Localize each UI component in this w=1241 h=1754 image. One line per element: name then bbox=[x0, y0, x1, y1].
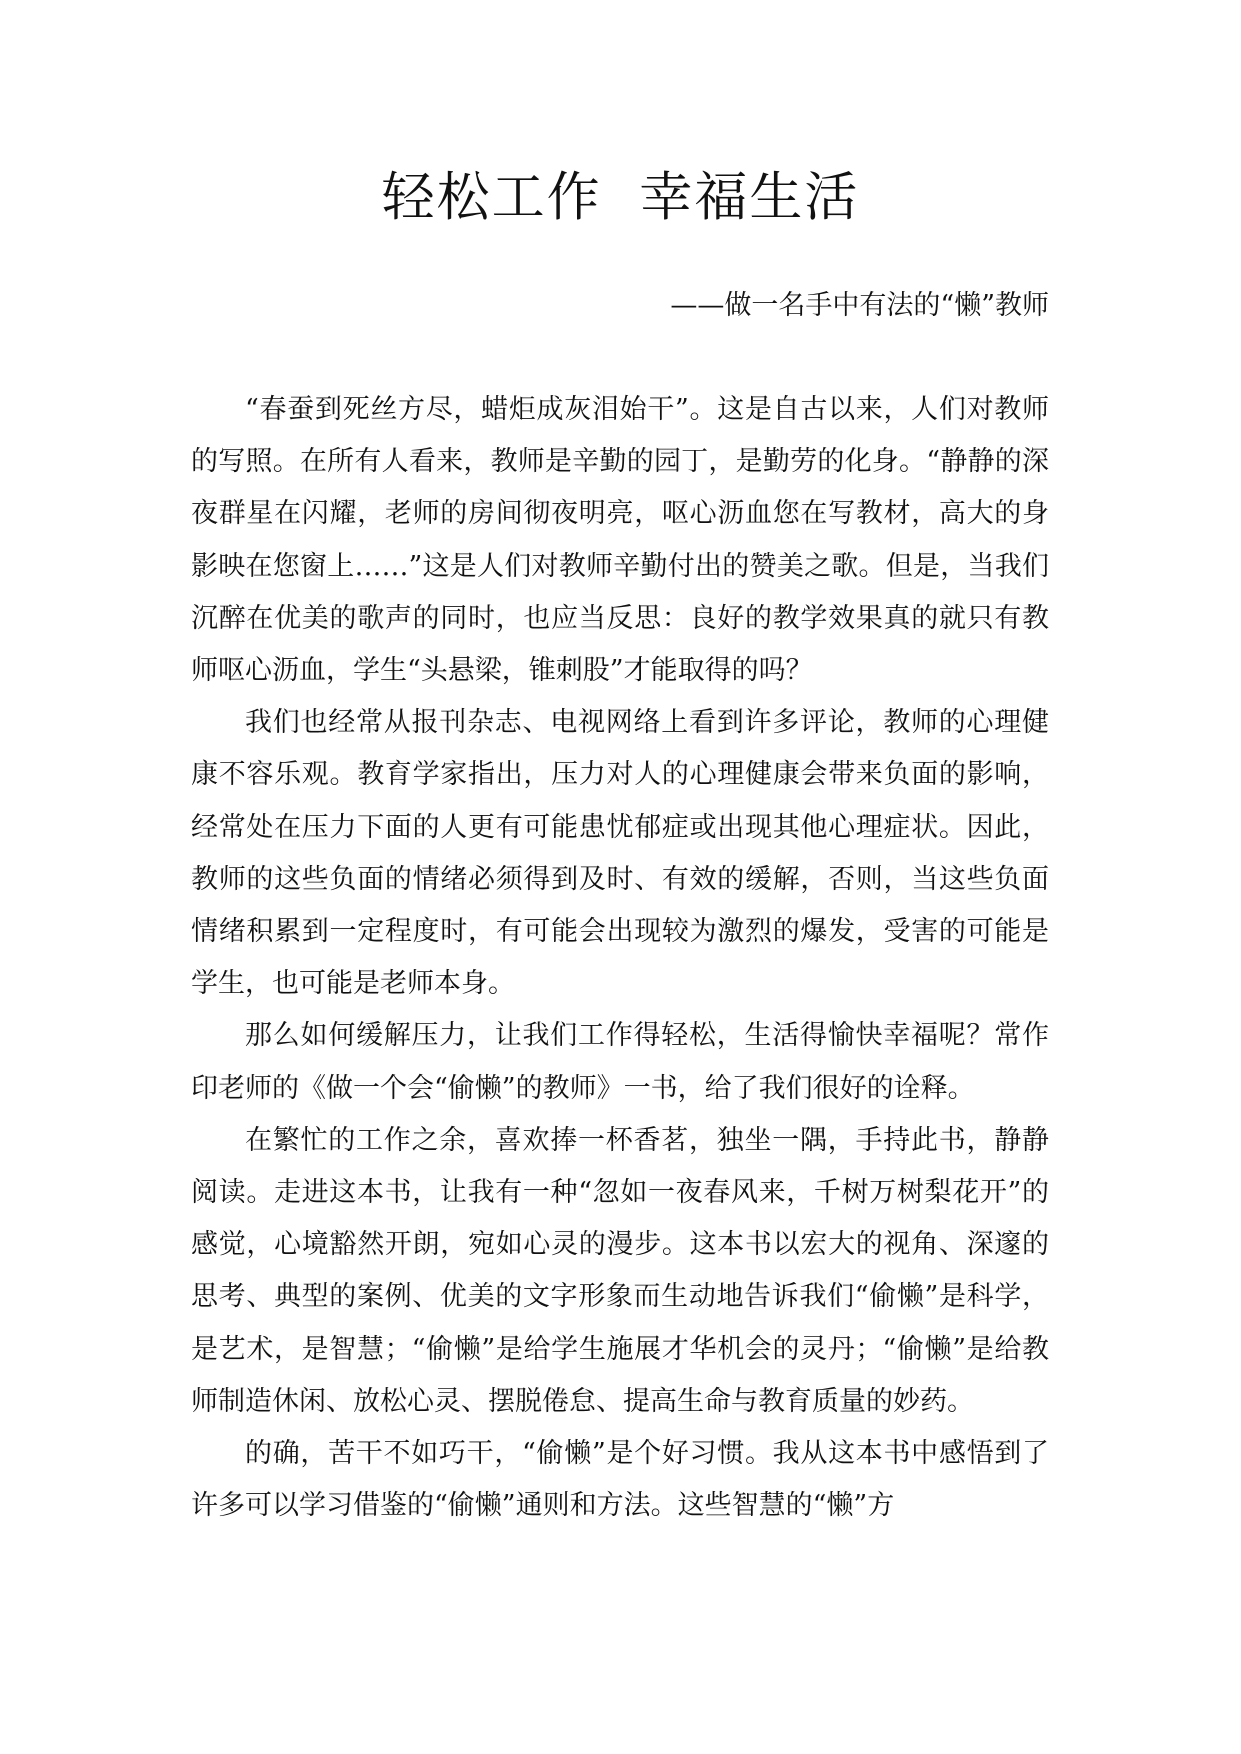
paragraph: “春蚕到死丝方尽，蜡炬成灰泪始干”。这是自古以来，人们对教师的写照。在所有人看来，教师是辛勤的园丁，是勤劳的化身。“静静的深夜群星在闪耀，老师的房间彻夜明亮，呕心沥血您在写教材，高大的身影映在您窗上……”这是人们对教师辛勤付出的赞美之歌。但是，当我们沉醉在优美的歌声的同时，也应当反思：良好的教学效果真的就只有教师呕心沥血，学生“头悬梁，锥刺股”才能取得的吗？ bbox=[191, 394, 1049, 687]
page-title: 轻松工作 幸福生活 bbox=[381, 167, 860, 228]
article-body bbox=[191, 384, 1049, 1532]
page-subtitle: ——做一名手中有法的“懒”教师 bbox=[670, 290, 1049, 321]
paragraph: 那么如何缓解压力，让我们工作得轻松，生活得愉快幸福呢？常作印老师的《做一个会“偷懒”的教师》一书，给了我们很好的诠释。 bbox=[191, 1020, 1049, 1104]
paragraph: 的确，苦干不如巧干，“偷懒”是个好习惯。我从这本书中感悟到了许多可以学习借鉴的“偷懒”通则和方法。这些智慧的“懒”方 bbox=[191, 1438, 1049, 1522]
paragraph: 在繁忙的工作之余，喜欢捧一杯香茗，独坐一隅，手持此书，静静阅读。走进这本书，让我有一种“忽如一夜春风来，千树万树梨花开”的感觉，心境豁然开朗，宛如心灵的漫步。这本书以宏大的视角、深邃的思考、典型的案例、优美的文字形象而生动地告诉我们“偷懒”是科学，是艺术，是智慧；“偷懒”是给学生施展才华机会的灵丹；“偷懒”是给教师制造休闲、放松心灵、摆脱倦怠、提高生命与教育质量的妙药。 bbox=[191, 1124, 1049, 1417]
paragraph: 我们也经常从报刊杂志、电视网络上看到许多评论，教师的心理健康不容乐观。教育学家指出，压力对人的心理健康会带来负面的影响，经常处在压力下面的人更有可能患忧郁症或出现其他心理症状。因此，教师的这些负面的情绪必须得到及时、有效的缓解，否则，当这些负面情绪积累到一定程度时，有可能会出现较为激烈的爆发，受害的可能是学生，也可能是老师本身。 bbox=[191, 707, 1049, 1000]
